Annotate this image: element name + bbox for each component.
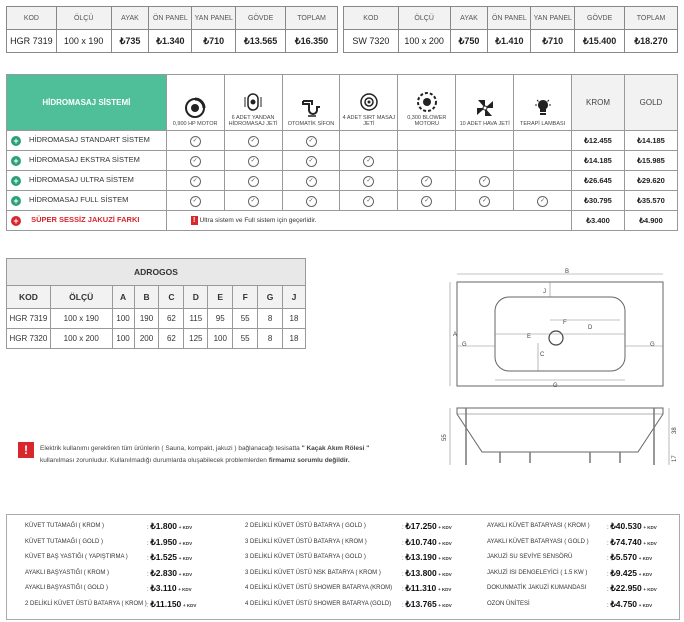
accessory-price: ₺22.950 [610, 583, 642, 593]
cell-kod: SW 7320 [344, 30, 399, 53]
adrogos-title: ADROGOS [7, 259, 306, 286]
cell-govde: ₺13.565 [236, 30, 286, 53]
kdv-label: + KDV [643, 587, 657, 592]
kdv-label: + KDV [643, 525, 657, 530]
gold-price: ₺29.620 [624, 171, 677, 191]
back-jet-icon [358, 91, 380, 113]
kdv-label: + KDV [178, 525, 193, 530]
bathtub-diagram [440, 268, 680, 478]
adrogos-cell: 100 [112, 329, 134, 349]
accessory-price: ₺2.830 [150, 567, 178, 578]
kdv-label: + KDV [438, 571, 452, 577]
adrogos-cell: 190 [134, 309, 159, 329]
feature-check-cell [166, 131, 224, 151]
feature-check-cell [456, 191, 514, 211]
tub-side-view [457, 408, 663, 452]
feature-check-cell [282, 191, 340, 211]
accessory-price: ₺3.110 [150, 583, 177, 593]
hydro-row-label-cell [7, 171, 167, 191]
header-yan-panel: YAN PANEL [531, 7, 575, 30]
kdv-label: + KDV [178, 587, 192, 592]
accessory-price: ₺5.570 [610, 552, 638, 562]
hydro-row-label-cell [7, 131, 167, 151]
super-silent-note-cell [166, 211, 571, 231]
kdv-label: + KDV [438, 525, 452, 530]
adrogos-header: A [112, 286, 134, 309]
accessory-name: 4 DELİKLİ KÜVET ÜSTÜ SHOWER BATARYA (GOLD) [245, 600, 392, 607]
adrogos-cell: 125 [184, 329, 208, 349]
feature-check-cell [340, 191, 398, 211]
check-icon: ✓ [537, 196, 548, 207]
adrogos-cell: 8 [258, 329, 283, 349]
accessory-price-group: : ₺1.950 + KDV [147, 536, 193, 547]
accessory-name: AYAKLI BAŞYASTIĞI ( KROM ) [25, 569, 110, 576]
dim-label-f: F [563, 320, 567, 326]
kdv-label: + KDV [643, 540, 657, 546]
kdv-label: + KDV [178, 556, 193, 561]
accessory-price-group: : ₺4.750 + KDV [607, 598, 653, 609]
accessory-name: KÜVET BAŞ YASTIĞI ( YAPIŞTIRMA ) [25, 554, 128, 560]
dim-label-g-left: G [462, 342, 467, 348]
feature-label: 0,900 HP MOTOR [172, 120, 218, 127]
cell-on-panel: ₺1.340 [149, 30, 192, 53]
feature-label: 0,300 BLOWER MOTORU [407, 114, 447, 127]
accessory-name: JAKUZİ ISI DENGELEYİCİ ( 1.5 KW ) [487, 569, 588, 576]
adrogos-cell: 8 [258, 309, 283, 329]
notice-warning-icon: ! [18, 442, 34, 458]
dim-height-55: 55 [442, 434, 448, 441]
accessory-price-group: : ₺10.740 + KDV [402, 536, 452, 547]
accessory-name: 3 DELİKLİ KÜVET ÜSTÜ BATARYA ( KROM ) [245, 538, 367, 545]
dim-label-g-bottom: G [553, 383, 558, 389]
notice-text-2: kullanılması zorunludur. Kullanılmadığı durumlarda oluşabilecek problemlerden [40, 457, 267, 464]
super-gold-price: ₺4.900 [624, 211, 677, 231]
accessory-name: 2 DELİKLİ KÜVET ÜSTÜ BATARYA ( GOLD ) [245, 523, 366, 529]
price-table-sw7320 [343, 6, 678, 53]
accessory-price: ₺40.530 [610, 521, 642, 531]
header-ayak: AYAK [111, 7, 149, 30]
dim-label-c: C [540, 352, 545, 358]
accessory-price-group: : ₺3.110 + KDV [147, 583, 192, 593]
cell-on-panel: ₺1.410 [488, 30, 531, 53]
kdv-label: + KDV [438, 602, 452, 608]
feature-label: 4 ADET SIRT MASAJ JETİ [342, 114, 396, 127]
kdv-label: + KDV [437, 587, 452, 592]
feature-lamp [514, 75, 572, 131]
accessory-price-group: : ₺40.530 + KDV [607, 521, 657, 531]
accessory-price-group: : ₺13.765 + KDV [402, 598, 452, 609]
accessories-panel [6, 514, 680, 620]
check-icon: ✓ [190, 136, 201, 147]
header-kod: KOD [7, 7, 57, 30]
feature-check-cell [340, 151, 398, 171]
cell-toplam: ₺18.270 [625, 30, 678, 53]
check-icon: ✓ [363, 156, 374, 167]
accessory-name: AYAKLI BAŞYASTIĞI ( GOLD ) [25, 585, 109, 591]
adrogos-cell: 18 [283, 329, 306, 349]
feature-check-cell [166, 151, 224, 171]
adrogos-row [7, 309, 306, 329]
feature-back-jet [340, 75, 398, 131]
hydro-title: HİDROMASAJ SİSTEMİ [7, 75, 167, 131]
super-silent-note: Ultra sistem ve Full sistem için geçerlidir. [199, 217, 317, 225]
accessory-price: ₺10.740 [405, 536, 437, 547]
krom-price: ₺12.455 [572, 131, 625, 151]
feature-check-cell [456, 131, 514, 151]
kdv-label: + KDV [638, 556, 653, 561]
notice-text-1: Elektrik kullanımı gerektiren tüm ürünlerin ( Sauna, kompakt, jakuzi ) bağlanacağı tesisatta [40, 445, 300, 452]
adrogos-cell: 200 [134, 329, 159, 349]
plus-icon: + [11, 156, 21, 166]
krom-price: ₺30.795 [572, 191, 625, 211]
adrogos-header: ÖLÇÜ [50, 286, 112, 309]
header-toplam: TOPLAM [286, 7, 338, 30]
feature-check-cell [224, 191, 282, 211]
hydro-row [7, 151, 678, 171]
feature-check-cell [514, 171, 572, 191]
adrogos-cell: HGR 7319 [7, 309, 51, 329]
feature-check-cell [224, 151, 282, 171]
check-icon: ✓ [363, 196, 374, 207]
feature-check-cell [398, 191, 456, 211]
adrogos-cell: 18 [283, 309, 306, 329]
feature-check-cell [456, 151, 514, 171]
accessory-name: AYAKLI KÜVET BATARYASI ( GOLD ) [487, 538, 589, 545]
cell-yan-panel: ₺710 [531, 30, 575, 53]
accessory-price: ₺13.800 [405, 567, 437, 578]
feature-label: OTOMATİK SİFON [287, 120, 335, 127]
adrogos-cell: 55 [233, 329, 258, 349]
accessory-price: ₺1.525 [150, 552, 178, 562]
accessory-price: ₺13.190 [405, 552, 437, 562]
adrogos-header: D [184, 286, 208, 309]
check-icon: ✓ [248, 156, 259, 167]
accessory-name: KÜVET TUTAMAĞI ( GOLD ) [25, 538, 104, 545]
dim-label-e: E [527, 334, 532, 340]
adrogos-cell: 115 [184, 309, 208, 329]
adrogos-cell: 100 x 190 [50, 309, 112, 329]
header-krom: KROM [572, 75, 625, 131]
feature-check-cell [514, 131, 572, 151]
accessory-price-group: : ₺11.310 + KDV [402, 583, 452, 593]
accessory-name: OZON ÜNİTESİ [487, 600, 530, 607]
warning-icon: ! [191, 216, 198, 225]
accessory-price: ₺1.950 [150, 536, 178, 547]
gold-price: ₺14.185 [624, 131, 677, 151]
accessory-price-group: : ₺13.190 + KDV [402, 552, 452, 562]
cell-yan-panel: ₺710 [192, 30, 236, 53]
accessory-price: ₺9.425 [610, 567, 638, 578]
feature-side-jet [224, 75, 282, 131]
adrogos-header: C [159, 286, 184, 309]
feature-check-cell [340, 131, 398, 151]
accessory-price: ₺1.800 [150, 521, 178, 531]
header-toplam: TOPLAM [625, 7, 678, 30]
kdv-label: + KDV [438, 556, 452, 561]
electric-notice [40, 443, 440, 467]
adrogos-header: J [283, 286, 306, 309]
feature-blower [398, 75, 456, 131]
accessory-price-group: : ₺1.800 + KDV [147, 521, 193, 531]
gold-price: ₺35.570 [624, 191, 677, 211]
feature-check-cell [514, 191, 572, 211]
accessory-price: ₺74.740 [610, 536, 642, 547]
check-icon: ✓ [306, 196, 317, 207]
cell-toplam: ₺16.350 [286, 30, 338, 53]
header-govde: GÖVDE [236, 7, 286, 30]
super-silent-label: SÜPER SESSİZ JAKUZİ FARKI [31, 215, 140, 225]
feature-check-cell [398, 171, 456, 191]
notice-bold: firmamız sorumlu değildir. [268, 457, 350, 464]
dim-label-g-right: G [650, 342, 655, 348]
adrogos-cell: HGR 7320 [7, 329, 51, 349]
feature-label: 10 ADET HAVA JETİ [459, 120, 510, 127]
check-icon: ✓ [306, 136, 317, 147]
feature-motor [166, 75, 224, 131]
side-jet-icon [242, 91, 264, 113]
feature-check-cell [282, 131, 340, 151]
accessory-name: 3 DELİKLİ KÜVET ÜSTÜ NSK BATARYA ( KROM ) [245, 569, 381, 576]
accessory-name: 2 DELİKLİ KÜVET ÜSTÜ BATARYA ( KROM ) [25, 600, 147, 607]
adrogos-header: E [208, 286, 233, 309]
feature-check-cell [456, 171, 514, 191]
adrogos-cell: 100 [208, 329, 233, 349]
hydro-row-name: HİDROMASAJ FULL SİSTEM [29, 195, 129, 205]
hydro-row [7, 131, 678, 151]
header-on-panel: ÖN PANEL [149, 7, 192, 30]
plus-icon: + [11, 136, 21, 146]
feature-check-cell [166, 171, 224, 191]
adrogos-cell: 62 [159, 329, 184, 349]
adrogos-cell: 100 [112, 309, 134, 329]
feature-label: TERAPİ LAMBASI [519, 120, 566, 127]
plus-icon: + [11, 216, 21, 226]
adrogos-header: B [134, 286, 159, 309]
header-olcu: ÖLÇÜ [398, 7, 450, 30]
accessory-name: 3 DELİKLİ KÜVET ÜSTÜ BATARYA ( GOLD ) [245, 554, 366, 560]
krom-price: ₺14.185 [572, 151, 625, 171]
krom-price: ₺26.645 [572, 171, 625, 191]
check-icon: ✓ [306, 176, 317, 187]
adrogos-header: G [258, 286, 283, 309]
cell-govde: ₺15.400 [575, 30, 625, 53]
super-krom-price: ₺3.400 [572, 211, 625, 231]
feature-air-jet [456, 75, 514, 131]
siphon-icon [300, 97, 322, 119]
feature-check-cell [282, 171, 340, 191]
check-icon: ✓ [248, 136, 259, 147]
accessory-price-group: : ₺2.830 + KDV [147, 567, 193, 578]
notice-highlight: " Kaçak Akım Rölesi " [301, 445, 370, 452]
feature-siphon [282, 75, 340, 131]
hydromassage-table [6, 74, 678, 231]
kdv-label: + KDV [438, 540, 452, 546]
lamp-icon [532, 97, 554, 119]
accessory-price-group: : ₺9.425 + KDV [607, 567, 653, 578]
accessory-price-group: : ₺13.800 + KDV [402, 567, 452, 578]
price-table-hgr7319 [6, 6, 338, 53]
accessory-price-group: : ₺74.740 + KDV [607, 536, 657, 547]
check-icon: ✓ [479, 176, 490, 187]
header-on-panel: ÖN PANEL [488, 7, 531, 30]
adrogos-table [6, 258, 306, 349]
cell-olcu: 100 x 190 [56, 30, 111, 53]
check-icon: ✓ [190, 196, 201, 207]
feature-check-cell [166, 191, 224, 211]
header-yan-panel: YAN PANEL [192, 7, 236, 30]
header-gold: GOLD [624, 75, 677, 131]
header-govde: GÖVDE [575, 7, 625, 30]
cell-ayak: ₺735 [111, 30, 149, 53]
check-icon: ✓ [190, 156, 201, 167]
accessory-price: ₺11.150 [150, 598, 182, 609]
adrogos-cell: 55 [233, 309, 258, 329]
accessory-price: ₺11.310 [405, 583, 437, 593]
check-icon: ✓ [363, 176, 374, 187]
kdv-label: + KDV [638, 602, 653, 608]
accessory-price-group: : ₺1.525 + KDV [147, 552, 193, 562]
accessory-price: ₺4.750 [610, 598, 638, 609]
accessory-price-group: : ₺11.150 + KDV [147, 598, 197, 609]
dim-label-d: D [588, 325, 593, 331]
accessory-name: KÜVET TUTAMAĞI ( KROM ) [25, 523, 105, 529]
accessory-price-group: : ₺5.570 + KDV [607, 552, 653, 562]
hydro-row [7, 171, 678, 191]
accessory-name: 4 DELİKLİ KÜVET ÜSTÜ SHOWER BATARYA (KROM) [245, 585, 393, 591]
blower-icon [416, 91, 438, 113]
hydro-row-label-cell [7, 151, 167, 171]
kdv-label: + KDV [178, 571, 193, 577]
accessory-price: ₺17.250 [405, 521, 437, 531]
drain-circle [549, 331, 563, 345]
feature-check-cell [340, 171, 398, 191]
hydro-row-name: HİDROMASAJ EKSTRA SİSTEM [29, 155, 140, 165]
accessory-name: DOKUNMATİK JAKUZİ KUMANDASI [487, 585, 587, 591]
check-icon: ✓ [421, 196, 432, 207]
kdv-label: + KDV [638, 571, 653, 577]
feature-check-cell [514, 151, 572, 171]
hydro-row-label-cell [7, 191, 167, 211]
hydro-row [7, 191, 678, 211]
hydro-row-name: HİDROMASAJ STANDART SİSTEM [29, 135, 150, 145]
plus-icon: + [11, 176, 21, 186]
gold-price: ₺15.985 [624, 151, 677, 171]
adrogos-row [7, 329, 306, 349]
accessory-price-group: : ₺17.250 + KDV [402, 521, 452, 531]
check-icon: ✓ [421, 176, 432, 187]
feature-label: 6 ADET YANDAN HİDROMASAJ JETİ [228, 114, 278, 127]
dim-height-17: 17 [672, 455, 678, 462]
motor-icon [184, 97, 206, 119]
check-icon: ✓ [479, 196, 490, 207]
super-silent-row [7, 211, 167, 231]
feature-check-cell [224, 131, 282, 151]
feature-check-cell [282, 151, 340, 171]
header-kod: KOD [344, 7, 399, 30]
dim-label-j: J [543, 289, 546, 295]
adrogos-cell: 62 [159, 309, 184, 329]
feature-check-cell [398, 131, 456, 151]
adrogos-header: F [233, 286, 258, 309]
air-jet-icon [474, 97, 496, 119]
kdv-label: + KDV [178, 540, 193, 546]
feature-check-cell [224, 171, 282, 191]
cell-kod: HGR 7319 [7, 30, 57, 53]
dim-height-38: 38 [672, 427, 678, 434]
adrogos-cell: 100 x 200 [50, 329, 112, 349]
check-icon: ✓ [306, 156, 317, 167]
check-icon: ✓ [190, 176, 201, 187]
check-icon: ✓ [248, 196, 259, 207]
header-ayak: AYAK [450, 7, 488, 30]
check-icon: ✓ [248, 176, 259, 187]
accessory-name: JAKUZİ SU SEVİYE SENSÖRÜ [487, 554, 573, 560]
accessory-name: AYAKLI KÜVET BATARYASI ( KROM ) [487, 523, 590, 529]
cell-ayak: ₺750 [450, 30, 488, 53]
kdv-label: + KDV [182, 602, 197, 608]
dim-label-a: A [453, 332, 458, 338]
cell-olcu: 100 x 200 [398, 30, 450, 53]
adrogos-header: KOD [7, 286, 51, 309]
hydro-row-name: HİDROMASAJ ULTRA SİSTEM [29, 175, 134, 185]
dim-label-b: B [565, 269, 570, 275]
accessory-price-group: : ₺22.950 + KDV [607, 583, 657, 593]
plus-icon: + [11, 196, 21, 206]
header-olcu: ÖLÇÜ [56, 7, 111, 30]
feature-check-cell [398, 151, 456, 171]
accessory-price: ₺13.765 [405, 598, 437, 609]
adrogos-cell: 95 [208, 309, 233, 329]
